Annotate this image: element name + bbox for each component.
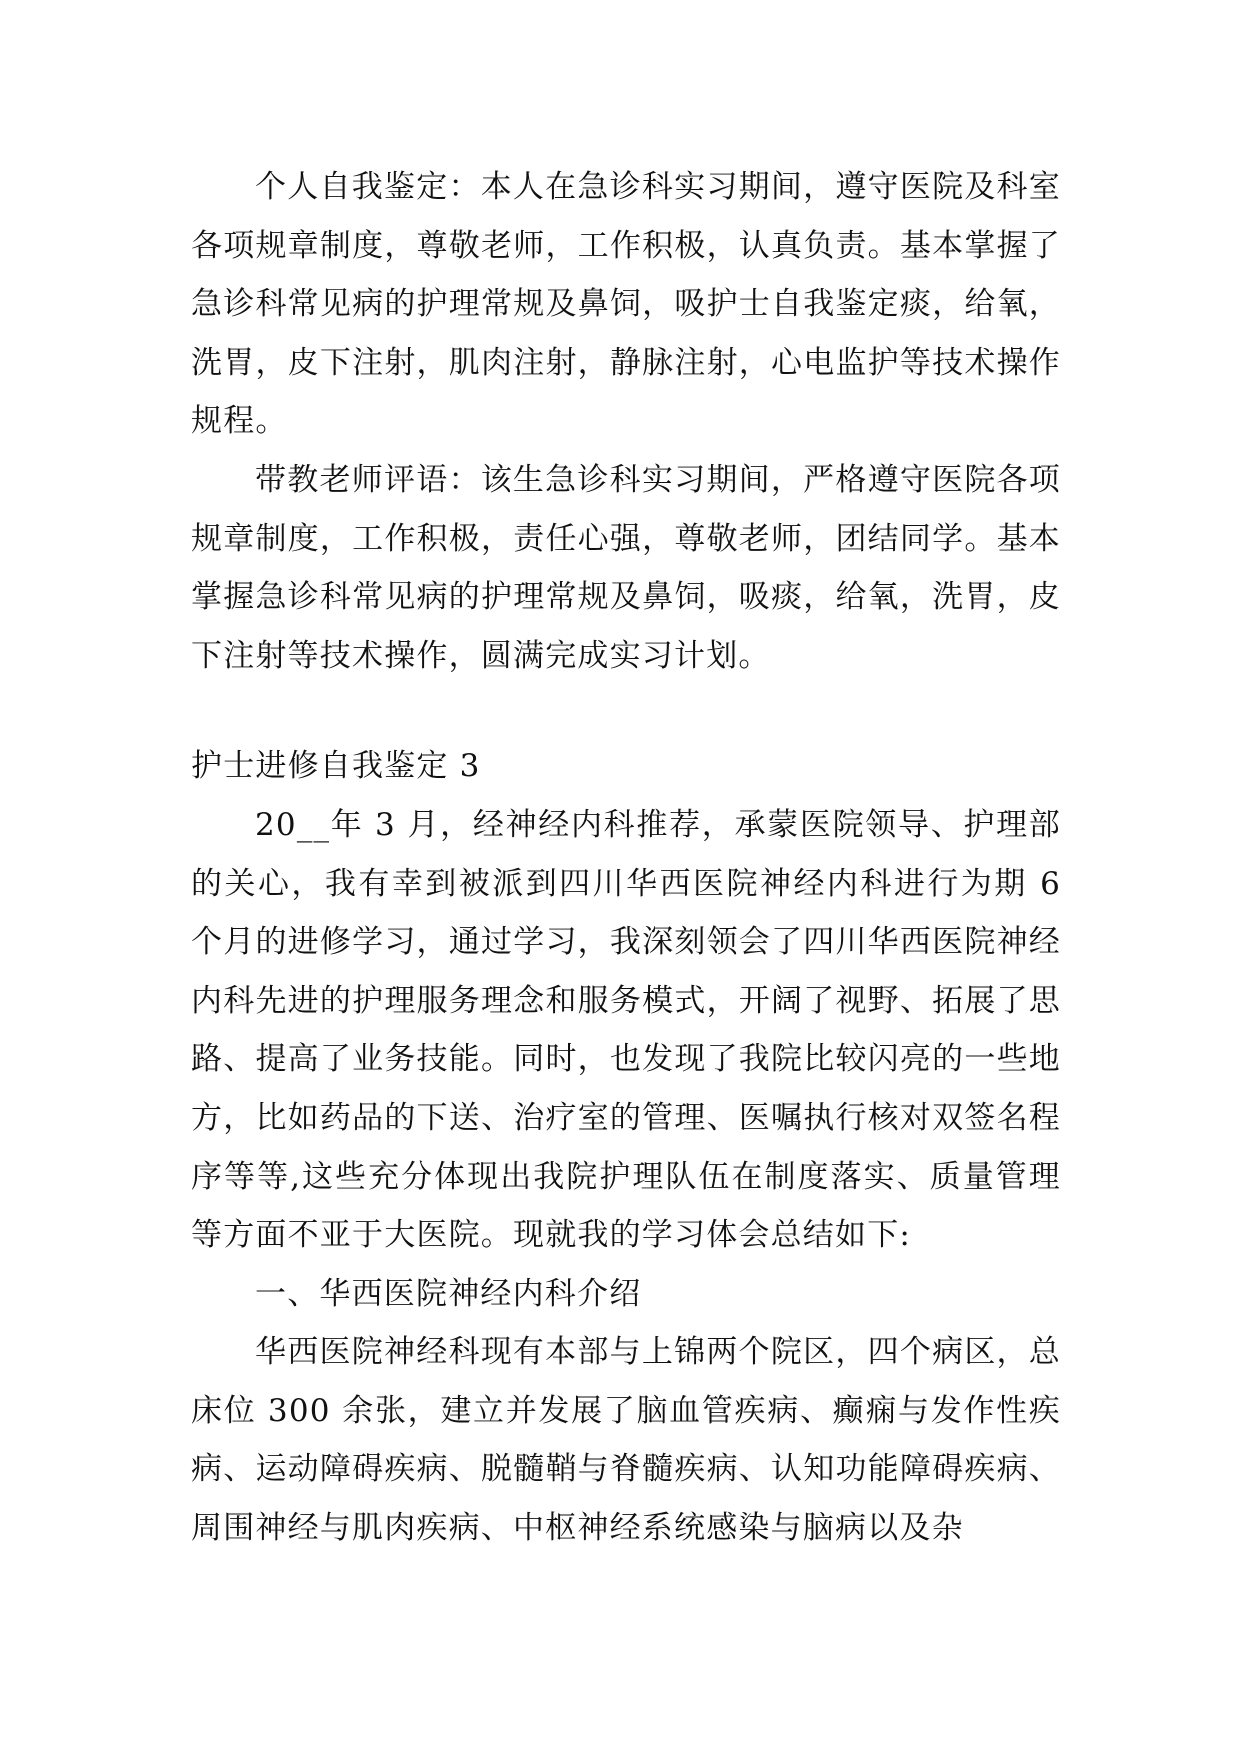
department-intro-paragraph: 华西医院神经科现有本部与上锦两个院区，四个病区，总床位 300 余张，建立并发展了脑血管疾病、癫痫与发作性疾病、运动障碍疾病、脱髓鞘与脊髓疾病、认知功能障碍疾病、周围神经与肌肉疾病、中枢神经系统感染与脑病以及杂	[191, 1334, 1061, 1547]
teacher-comment-paragraph: 带教老师评语：该生急诊科实习期间，严格遵守医院各项规章制度，工作积极，责任心强，尊敬老师，团结同学。基本掌握急诊科常见病的护理常规及鼻饲，吸痰，给氧，洗胃，皮下注射等技术操作，圆满完成实习计划。	[191, 461, 1061, 674]
subsection-heading: 一、华西医院神经内科介绍	[255, 1275, 642, 1312]
section-title: 护士进修自我鉴定 3	[191, 748, 481, 785]
study-intro-paragraph: 20__年 3 月，经神经内科推荐，承蒙医院领导、护理部的关心，我有幸到被派到四川华西医院神经内科进行为期 6 个月的进修学习，通过学习，我深刻领会了四川华西医院神经内科先进的护理服务理念和服务模式，开阔了视野、拓展了思路、提高了业务技能。同时，也发现了我院比较闪亮的一些地方，比如药品的下送、治疗室的管理、医嘱执行核对双签名程序等等,这些充分体现出我院护理队伍在制度落实、质量管理等方面不亚于大医院。现就我的学习体会总结如下:	[191, 806, 1061, 1254]
self-assessment-paragraph: 个人自我鉴定：本人在急诊科实习期间，遵守医院及科室各项规章制度，尊敬老师，工作积极，认真负责。基本掌握了急诊科常见病的护理常规及鼻饲，吸护士自我鉴定痰，给氧，洗胃，皮下注射，肌肉注射，静脉注射，心电监护等技术操作规程。	[191, 169, 1061, 440]
document-body	[191, 158, 1061, 1558]
